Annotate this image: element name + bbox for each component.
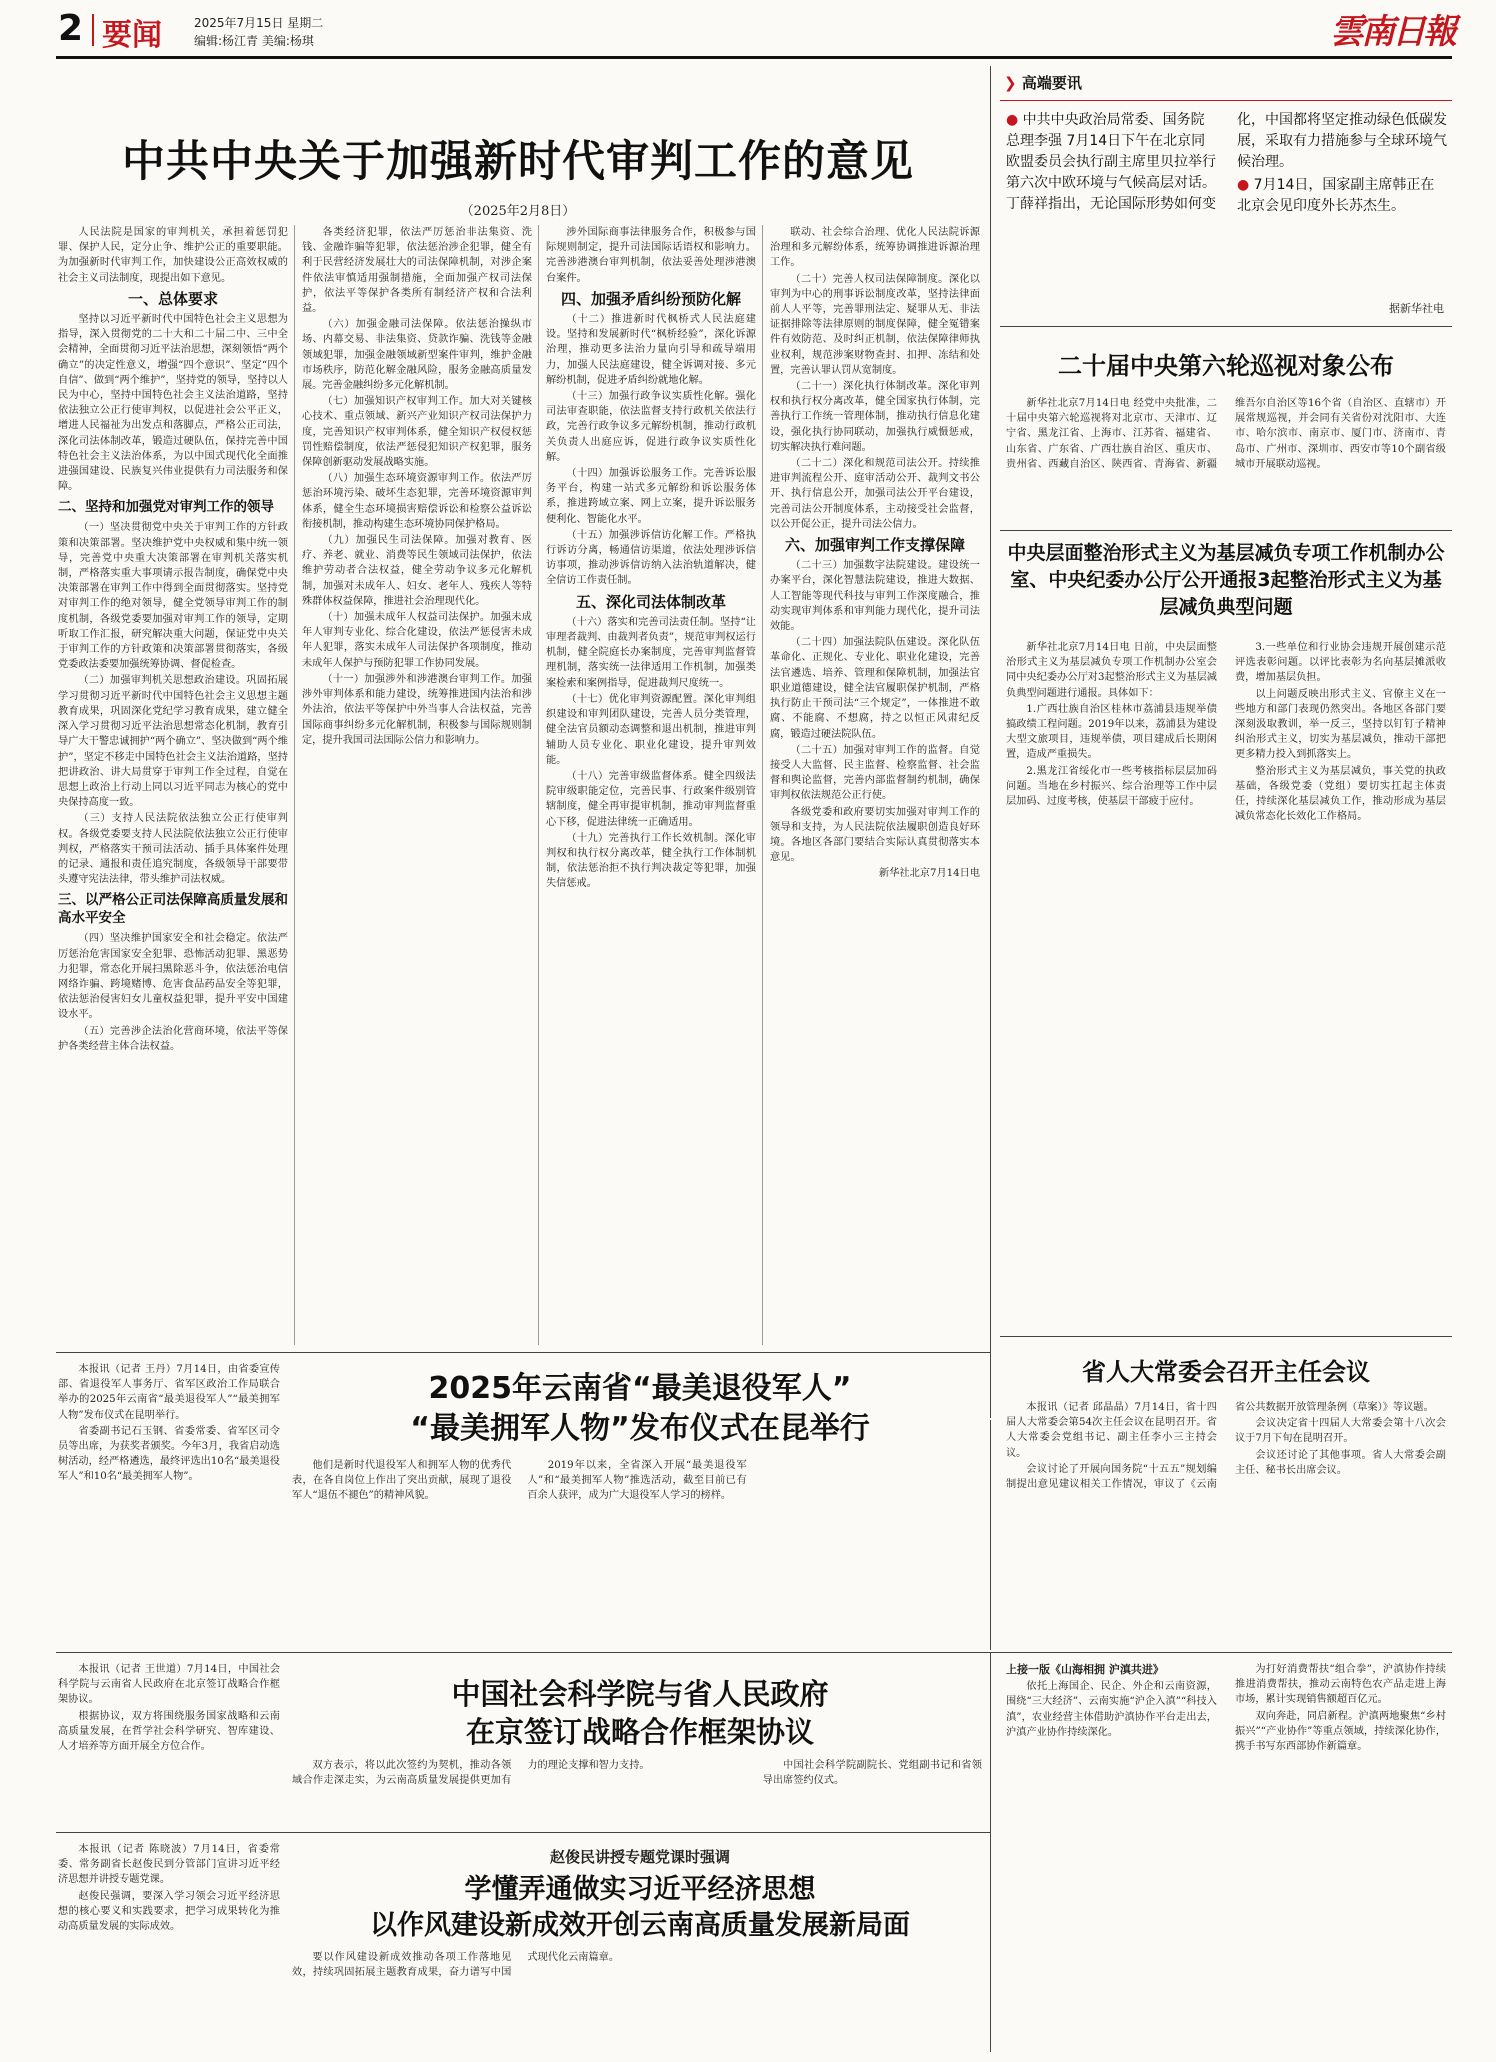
story7-title-line1: 学懂弄通做实习近平经济思想 [464, 1874, 816, 1905]
paragraph: 3.一些单位和行业协会违规开展创建示范评选表彰问题。以评比表彰为名向基层摊派收费，增加基层负担。 [1235, 642, 1446, 684]
paragraph: （二十一）深化执行体制改革。深化审判权和执行权分离改革，健全国家执行体制，完善执行工作统一管理体制，推动执行信息化建设，强化执行协同联动，加强执行威慑惩戒，切实解决执行难问题。 [770, 381, 980, 453]
paragraph: （九）加强民生司法保障。加强对教育、医疗、养老、就业、消费等民生领域司法保护，依法维护劳动者合法权益，健全劳动争议多元化解机制，加强对未成年人、妇女、老年人、残疾人等特殊群体权益保障，推进社会治理现代化。 [302, 535, 532, 607]
paragraph: 为打好消费帮扶“组合拳”，沪滇协作持续推进消费帮扶，推动云南特色农产品走进上海市场，累计实现销售额超百亿元。 [1235, 1664, 1446, 1706]
story6-lead [58, 1662, 280, 1822]
paragraph: 会议还讨论了其他事项。省人大常委会副主任、秘书长出席会议。 [1235, 1449, 1446, 1476]
paragraph: （二十二）深化和规范司法公开。持续推进审判流程公开、庭审活动公开、裁判文书公开、执行信息公开，加强司法公开平台建设，完善司法公开制度体系，主动接受社会监督，以公开促公正，提升司法公信力。 [770, 458, 980, 530]
main-article-col-1 [58, 225, 288, 1345]
story7-body [292, 1950, 982, 2050]
story7-title-line2: 以作风建设新成效开创云南高质量发展新局面 [370, 1910, 910, 1941]
story2-body [1006, 396, 1446, 524]
section-heading: 四、加强矛盾纠纷预防化解 [560, 289, 741, 308]
paragraph: （二）加强审判机关思想政治建设。巩固拓展学习贯彻习近平新时代中国特色社会主义思想主题教育成果，巩固深化党纪学习教育成果，建立健全深入学习贯彻习近平法治思想常态化机制，教育引导广大干警忠诚拥护“两个确立”、坚决做到“两个维护”，坚定不移走中国特色社会主义法治道路，坚持把讲政治、讲大局贯穿于审判工作全过程，自觉在思想上政治上行动上同以习近平同志为核心的党中央保持高度一致。 [58, 675, 288, 809]
story6-title-line1: 中国社会科学院与省人民政府 [451, 1677, 829, 1711]
paragraph: （二十五）加强对审判工作的监督。自觉接受人大监督、民主监督、检察监督、社会监督和舆论监督，完善内部监督制约机制，确保审判权依法规范公正行使。 [770, 744, 980, 802]
paragraph: 2019年以来，全省深入开展“最美退役军人”和“最美拥军人物”推选活动，截至目前已有百余人获评，成为广大退役军人学习的榜样。 [527, 1460, 747, 1502]
story6-title-line2: 在京签订战略合作框架协议 [465, 1715, 814, 1749]
paragraph: 赵俊民强调，要深入学习领会习近平经济思想的核心要义和实践要求，把学习成果转化为推动高质量发展的实际成效。 [58, 1890, 280, 1933]
story6-body [292, 1758, 982, 1828]
main-article-col-2 [302, 225, 532, 1345]
paragraph: 人民法院是国家的审判机关，承担着惩罚犯罪、保护人民，定分止争、维护公正的重要职能。为加强新时代审判工作，加快建设公正高效权威的社会主义司法制度，现提出如下意见。 [58, 227, 288, 284]
paragraph: （二十四）加强法院队伍建设。深化队伍革命化、正规化、专业化、职业化建设，完善法官遴选、培养、管理和保障机制，加强法官职业道德建设，健全法官履职保护机制，严格执行防止干预司法“三个规定”，一体推进不敢腐、不能腐、不想腐，持之以恒正风肃纪反腐，锻造过硬法院队伍。 [770, 637, 980, 740]
editor-line: 编辑:杨江青 美编:杨琪 [194, 34, 314, 48]
paragraph: （十八）完善审级监督体系。健全四级法院审级职能定位，完善民事、行政案件级别管辖制度，健全再审提审机制，推动审判监督重心下移，促进法律统一正确适用。 [546, 770, 756, 828]
newspaper-logo: 雲南日報 [1330, 12, 1454, 52]
paragraph: （一）坚决贯彻党中央关于审判工作的方针政策和决策部署。坚决维护党中央权威和集中统一领导，完善党中央重大决策部署在审判机关落实机制，严格落实重大事项请示报告制度，确保党中央决策部署在审判工作中得到全面贯彻落实。坚持党对审判工作的绝对领导，健全党领导审判工作的制度机制，各级党委要加强对审判工作的领导，定期听取工作汇报，研究解决重大问题，保证党中央关于审判工作的方针政策和决策部署贯彻落实，各级党委政法委要加强统筹协调、督促检查。 [58, 522, 288, 671]
paragraph: 新华社北京7月14日电 经党中央批准，二十届中央第六轮巡视将对北京市、天津市、辽宁省、黑龙江省、上海市、江苏省、福建省、山东省、广东省、广西壮族自治区、重庆市、贵州省、西藏自治区、陕西省、青海省、新疆维吾尔自治区等16个省（自治区、直辖市）开展常规巡视，并会同有关省份对沈阳市、大连市、哈尔滨市、南京市、厦门市、济南市、青岛市、广州市、深圳市、西安市等10个副省级城市开展联动巡视。 [1006, 398, 1446, 470]
arrow-icon: ❯ [1004, 74, 1017, 92]
paragraph: （十七）优化审判资源配置。深化审判组织建设和审判团队建设，完善人员分类管理，健全法官员额动态调整和退出机制，推进审判辅助人员专业化、职业化建设，提升审判效能。 [546, 693, 756, 766]
paragraph: 各级党委和政府要切实加强对审判工作的领导和支持，为人民法院依法履职创造良好环境。各地区各部门要结合实际认真贯彻落实本意见。 [770, 806, 980, 864]
briefs-box [1000, 68, 1452, 318]
section-name: 要闻 [102, 18, 162, 53]
paragraph: （十四）加强诉讼服务工作。完善诉讼服务平台，构建一站式多元解纷和诉讼服务体系，推进跨域立案、网上立案，提升诉讼服务便利化、智能化水平。 [546, 468, 756, 525]
paragraph: 会议讨论了开展向国务院“十五五”规划编制提出意见建议相关工作情况，审议了《云南省公共数据开放管理条例（草案）》等议题。 [1006, 1402, 1434, 1491]
paragraph: （十一）加强涉外和涉港澳台审判工作。加强涉外审判体系和能力建设，统筹推进国内法治和涉外法治，依法平等保护中外当事人合法权益，完善国际商事纠纷多元化解机制，积极参与国际规则制定，提升我国司法国际公信力和影响力。 [302, 673, 532, 746]
dateline: 新华社北京7月14日电 [879, 868, 980, 880]
paragraph: （八）加强生态环境资源审判工作。依法严厉惩治环境污染、破坏生态犯罪，完善环境资源审判体系，健全生态环境损害赔偿诉讼和检察公益诉讼衔接机制，推动构建生态环境协同保护格局。 [302, 473, 532, 530]
paragraph: 他们是新时代退役军人和拥军人物的优秀代表，在各自岗位上作出了突出贡献，展现了退役军人“退伍不褪色”的精神风貌。 [292, 1460, 512, 1502]
bullet-icon: ● [1237, 177, 1250, 193]
paragraph: 中国社会科学院副院长、党组副书记和省领导出席签约仪式。 [762, 1760, 982, 1787]
brief-source: 据新华社电 [1389, 302, 1444, 315]
paragraph: 联动、社会综合治理、优化人民法院诉源治理和多元解纷体系，统筹协调推进诉源治理工作。 [770, 227, 980, 269]
paragraph: 省委副书记石玉钢、省委常委、省军区司令员等出席，为获奖者颁奖。今年3月，我省启动选树活动，经严格遴选，最终评选出10名“最美退役军人”和10名“最美拥军人物”。 [58, 1425, 280, 1483]
story7-lead [58, 1842, 280, 2052]
story8-body [1006, 1662, 1446, 2052]
section-heading: 三、以严格公正司法保障高质量发展和高水平安全 [58, 892, 288, 927]
paragraph: （十九）完善执行工作长效机制。深化审判权和执行权分离改革，健全执行工作体制机制，依法惩治拒不执行判决裁定等犯罪，加强失信惩戒。 [546, 832, 756, 890]
page-number: 2 [58, 8, 84, 49]
story5-title-line1: 2025年云南省“最美退役军人” [428, 1371, 852, 1406]
paragraph: 本报讯（记者 陈晓波）7月14日，省委常委、常务副省长赵俊民到分管部门宣讲习近平经济思想并讲授专题党课。 [58, 1844, 280, 1886]
brief-items: ● 中共中央政治局常委、国务院总理李强 7月14日下午在北京同欧盟委员会执行副主席里贝拉举行第六次中欧环境与气候高层对话。丁薛祥指出，无论国际形势如何变化，中国都将坚定推动绿色低碳发展，采取有力措施参与全球环境气候治理。 ● 7月14日，国家副主席韩正在北京会见印度外长苏杰生。 [1006, 112, 1447, 214]
paragraph: 涉外国际商事法律服务合作，积极参与国际规则制定，提升司法国际话语权和影响力。完善涉港澳台审判机制，依法妥善处理涉港澳台案件。 [546, 227, 756, 284]
paragraph: 坚持以习近平新时代中国特色社会主义思想为指导，深入贯彻党的二十大和二十届二中、三中全会精神，全面贯彻习近平法治思想，深刻领悟“两个确立”的决定性意义，增强“四个意识”、坚定“四个自信”、做到“两个维护”，坚持党的领导，坚持以人民为中心，坚持中国特色社会主义法治道路，坚持依法独立公正行使审判权，以促进社会公平正义，增进人民福祉为出发点和落脚点，严格公正司法，深化司法体制改革，锻造过硬队伍，保持完善中国特色社会主义法治体系，为以中国式现代化全面推进强国建设、民族复兴伟业提供有力司法服务和保障。 [58, 314, 288, 493]
paragraph: 2.黑龙江省绥化市一些考核指标层层加码问题。当地在乡村振兴、综合治理等工作中层层加码、过度考核，使基层干部疲于应付。 [1006, 765, 1217, 808]
paragraph: 以上问题反映出形式主义、官僚主义在一些地方和部门表现仍然突出。各地区各部门要深刻汲取教训，举一反三，坚持以钉钉子精神纠治形式主义，切实为基层减负，推动干部把更多精力投入到抓落实上。 [1235, 688, 1446, 761]
story5-lead [58, 1362, 280, 1644]
story4-title: 省人大常委会召开主任会议 [1082, 1358, 1370, 1386]
paragraph: 双向奔赴，同启新程。沪滇两地聚焦“乡村振兴”“产业协作”等重点领域，持续深化协作，携手书写东西部协作新篇章。 [1235, 1710, 1446, 1753]
paragraph: 会议决定省十四届人大常委会第十八次会议于7月下旬在昆明召开。 [1235, 1418, 1446, 1445]
story3-body [1006, 640, 1446, 1330]
paragraph: （十三）加强行政争议实质性化解。强化司法审查职能，依法监督支持行政机关依法行政，完善行政争议多元解纷机制，推动行政机关负责人出庭应诉，促进行政争议实质性化解。 [546, 391, 756, 463]
main-article-date: （2025年2月8日） [460, 204, 576, 219]
paragraph: （四）坚决维护国家安全和社会稳定。依法严厉惩治危害国家安全犯罪、恐怖活动犯罪、黑恶势力犯罪，常态化开展扫黑除恶斗争，依法惩治电信网络诈骗、跨境赌博、危害食品药品安全等犯罪，依法惩治侵害妇女儿童权益犯罪，提升平安中国建设水平。 [58, 933, 288, 1021]
paragraph: （五）完善涉企法治化营商环境，依法平等保护各类经营主体合法权益。 [58, 1025, 288, 1052]
paragraph: 各类经济犯罪，依法严厉惩治非法集资、洗钱、金融诈骗等犯罪，依法惩治涉企犯罪，健全有利于民营经济发展壮大的司法保障机制，对涉企案件依法审慎适用强制措施，全面加强产权司法保护，依法平等保护各类所有制经济产权和合法利益。 [302, 227, 532, 315]
paragraph: （二十）完善人权司法保障制度。深化以审判为中心的刑事诉讼制度改革，坚持法律面前人人平等，完善罪刑法定、疑罪从无、非法证据排除等法律原则的制度保障，健全冤错案件有效防范、及时纠正机制，依法保障律师执业权利，规范涉案财物查封、扣押、冻结和处置，完善认罪认罚从宽制度。 [770, 273, 980, 376]
story7-kicker: 赵俊民讲授专题党课时强调 [549, 1848, 730, 1866]
main-article-col-3 [546, 225, 756, 1345]
paragraph: 双方表示，将以此次签约为契机，推动各领域合作走深走实，为云南高质量发展提供更加有力的理论支撑和智力支持。 [292, 1760, 650, 1787]
main-article-title: 中共中央关于加强新时代审判工作的意见 [122, 137, 914, 187]
paragraph: （二十三）加强数字法院建设。建设统一办案平台，深化智慧法院建设，推进大数据、人工智能等现代科技与审判工作深度融合，推动实现审判体系和审判能力现代化，提升司法效能。 [770, 560, 980, 633]
paragraph: 本报讯（记者 王丹）7月14日，由省委宣传部、省退役军人事务厅、省军区政治工作局联合举办的2025年云南省“最美退役军人”“最美拥军人物”发布仪式在昆明举行。 [58, 1364, 280, 1421]
story4-body [1006, 1400, 1446, 1640]
paragraph: （十五）加强涉诉信访化解工作。严格执行诉访分离，畅通信访渠道，依法处理涉诉信访事项，推动涉诉信访纳入法治轨道解决，健全信访工作责任制。 [546, 529, 756, 587]
briefs-heading: ❯ 高端要讯 [1004, 74, 1082, 92]
section-heading: 一、总体要求 [127, 289, 218, 308]
story5-body [292, 1458, 982, 1644]
section-heading: 二、坚持和加强党对审判工作的领导 [58, 499, 274, 516]
paragraph: （十六）落实和完善司法责任制。坚持“让审理者裁判、由裁判者负责”，规范审判权运行机制，健全院庭长办案制度，完善审判监督管理机制，落实统一法律适用工作机制，加强类案检索和案例指导，促进裁判尺度统一。 [546, 616, 756, 689]
story8-title: 上接一版《山海相拥 沪滇共进》 [1006, 1663, 1164, 1676]
paragraph: 新华社北京7月14日电 日前，中央层面整治形式主义为基层减负专项工作机制办公室会同中央纪委办公厅对3起整治形式主义为基层减负典型问题进行通报。具体如下： [1006, 642, 1217, 699]
paragraph: （六）加强金融司法保障。依法惩治操纵市场、内幕交易、非法集资、贷款诈骗、洗钱等金融领域犯罪，加强金融领域新型案件审判，维护金融市场秩序，防范化解金融风险，服务金融高质量发展。完善金融纠纷多元化解机制。 [302, 319, 532, 392]
paragraph: 本报讯（记者 邱晶晶）7月14日，省十四届人大常委会第54次主任会议在昆明召开。省人大常委会党组书记、副主任李小三主持会议。 [1006, 1402, 1217, 1459]
paragraph: 要以作风建设新成效推动各项工作落地见效，持续巩固拓展主题教育成果，奋力谱写中国式现代化云南篇章。 [292, 1952, 620, 1979]
bullet-icon: ● [1006, 112, 1019, 128]
paragraph: （三）支持人民法院依法独立公正行使审判权。各级党委要支持人民法院依法独立公正行使审判权，严格落实干预司法活动、插手具体案件处理的记录、通报和责任追究制度，各级领导干部要带头遵守宪法法律，带头维护司法权威。 [58, 813, 288, 886]
section-heading: 六、加强审判工作支撑保障 [784, 536, 965, 555]
paragraph: （十）加强未成年人权益司法保护。加强未成年人审判专业化、综合化建设，依法严惩侵害未成年人犯罪，落实未成年人司法保护各项制度，推动未成年人保护与预防犯罪工作协同发展。 [302, 612, 532, 669]
main-article-col-4 [770, 225, 980, 1345]
section-heading: 五、深化司法体制改革 [575, 592, 726, 611]
issue-date: 2025年7月15日 星期二 [194, 16, 324, 30]
story2-title: 二十届中央第六轮巡视对象公布 [1058, 352, 1394, 380]
paragraph: 1.广西壮族自治区桂林市荔浦县违规举债搞政绩工程问题。2019年以来，荔浦县为建设大型文旅项目，违规举债，项目建成后长期闲置，造成严重损失。 [1006, 703, 1217, 761]
paragraph: 整治形式主义为基层减负，事关党的执政基础，各级党委（党组）要切实扛起主体责任，持续深化基层减负工作，推动形成为基层减负常态化长效化工作格局。 [1235, 765, 1446, 823]
paragraph: 本报讯（记者 王世道）7月14日，中国社会科学院与云南省人民政府在北京签订战略合作框架协议。 [58, 1664, 280, 1706]
paragraph: （十二）推进新时代枫桥式人民法庭建设。坚持和发展新时代“枫桥经验”，深化诉源治理，推动更多法治力量向引导和疏导端用力，加强人民法庭建设，健全诉调对接、多元解纷机制，促进矛盾纠纷就地化解。 [546, 314, 756, 386]
story3-title: 中央层面整治形式主义为基层减负专项工作机制办公室、中央纪委办公厅公开通报3起整治形式主义为基层减负典型问题 [1007, 542, 1445, 618]
paragraph: 依托上海国企、民企、外企和云南资源，围绕“三大经济”、云南实施“沪企入滇”“科技入滇”，农业经营主体借助沪滇协作平台走出去，沪滇产业协作持续深化。 [1006, 1681, 1217, 1738]
paragraph: 根据协议，双方将围绕服务国家战略和云南高质量发展，在哲学社会科学研究、智库建设、人才培养等方面开展全方位合作。 [58, 1710, 280, 1753]
story5-title-line2: “最美拥军人物”发布仪式在昆举行 [410, 1411, 870, 1446]
paragraph: （七）加强知识产权审判工作。加大对关键核心技术、重点领域、新兴产业知识产权司法保护力度，完善知识产权审判体系，健全知识产权侵权惩罚性赔偿制度，依法严惩侵犯知识产权犯罪，服务保障创新驱动发展战略实施。 [302, 396, 532, 469]
